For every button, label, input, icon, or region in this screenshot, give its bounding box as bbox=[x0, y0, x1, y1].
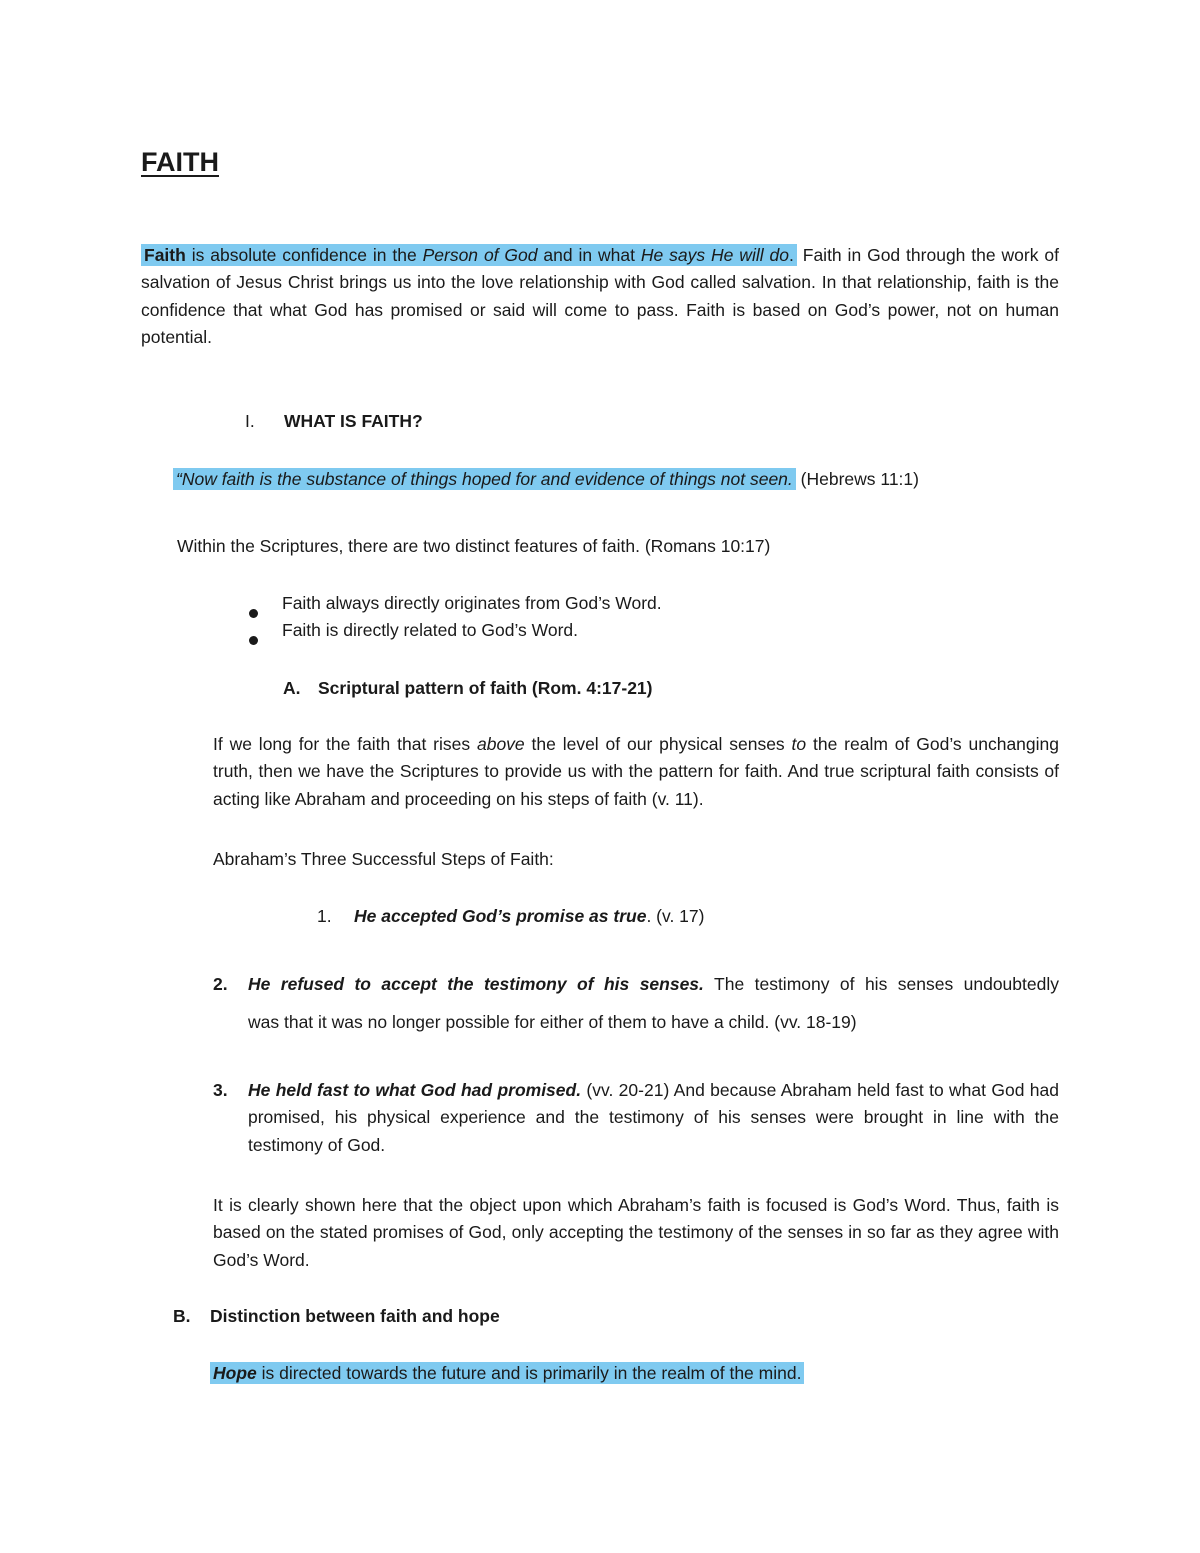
bullet-item-2: Faith is directly related to God’s Word. bbox=[282, 617, 578, 644]
subsection-a-heading: Scriptural pattern of faith (Rom. 4:17-21) bbox=[318, 678, 653, 698]
subsection-b-heading: Distinction between faith and hope bbox=[210, 1306, 500, 1326]
intro-highlight: Faith is absolute confidence in the Person of God and in what He says He will do. bbox=[141, 244, 797, 266]
subsection-a-letter: A. bbox=[283, 678, 301, 698]
step-2-line-1: He refused to accept the testimony of his senses. The testimony of his senses undoubtedly bbox=[248, 974, 1059, 994]
step-1-number: 1. bbox=[317, 906, 332, 926]
step-3-number: 3. bbox=[213, 1080, 228, 1100]
document-title: FAITH bbox=[141, 147, 219, 177]
bullet-item-1: Faith always directly originates from God’s Word. bbox=[282, 590, 662, 617]
section-1-heading: WHAT IS FAITH? bbox=[284, 411, 423, 431]
quote-highlight: “Now faith is the substance of things hoped for and evidence of things not seen. bbox=[173, 468, 796, 490]
step-1: He accepted God’s promise as true. (v. 17) bbox=[354, 906, 705, 926]
features-intro: Within the Scriptures, there are two distinct features of faith. (Romans 10:17) bbox=[177, 536, 771, 556]
pattern-paragraph: If we long for the faith that rises above the level of our physical senses to the realm of God’s unchanging truth, then we have the Scriptures to provide us with the pattern for faith. And true scriptural faith consists of acting like Abraham and proceeding on his steps of faith (v. 11). bbox=[213, 734, 1059, 809]
steps-heading: Abraham’s Three Successful Steps of Faith: bbox=[213, 849, 554, 869]
conclusion-paragraph: It is clearly shown here that the object upon which Abraham’s faith is focused is God’s Word. Thus, faith is based on the stated promises of God, only accepting the testimony of the senses in so far as they agree with God’s Word. bbox=[213, 1195, 1059, 1270]
bullet-icon bbox=[249, 636, 258, 645]
section-1-numeral: I. bbox=[245, 411, 255, 431]
step-2-number: 2. bbox=[213, 974, 228, 994]
hope-highlight: Hope is directed towards the future and is primarily in the realm of the mind. bbox=[210, 1362, 804, 1384]
faith-term: Faith bbox=[144, 245, 186, 265]
hebrews-quote: “Now faith is the substance of things hoped for and evidence of things not seen. (Hebrews 11:1) bbox=[173, 466, 919, 493]
hope-definition bbox=[210, 1360, 804, 1387]
step-2-line-2: was that it was no longer possible for either of them to have a child. (vv. 18-19) bbox=[248, 1012, 857, 1032]
bullet-icon bbox=[249, 609, 258, 618]
step-3: He held fast to what God had promised. (vv. 20-21) And because Abraham held fast to what God had promised, his physical experience and the testimony of his senses were brought in line with the testimony of God. bbox=[248, 1080, 1059, 1155]
intro-paragraph: Faith is absolute confidence in the Person of God and in what He says He will do. Faith in God through the work of salvation of Jesus Christ brings us into the love relationship with God called salvation. In that relationship, faith is the confidence that what God has promised or said will come to pass. Faith is based on God’s power, not on human potential. bbox=[141, 245, 1059, 347]
subsection-b-letter: B. bbox=[173, 1306, 191, 1326]
